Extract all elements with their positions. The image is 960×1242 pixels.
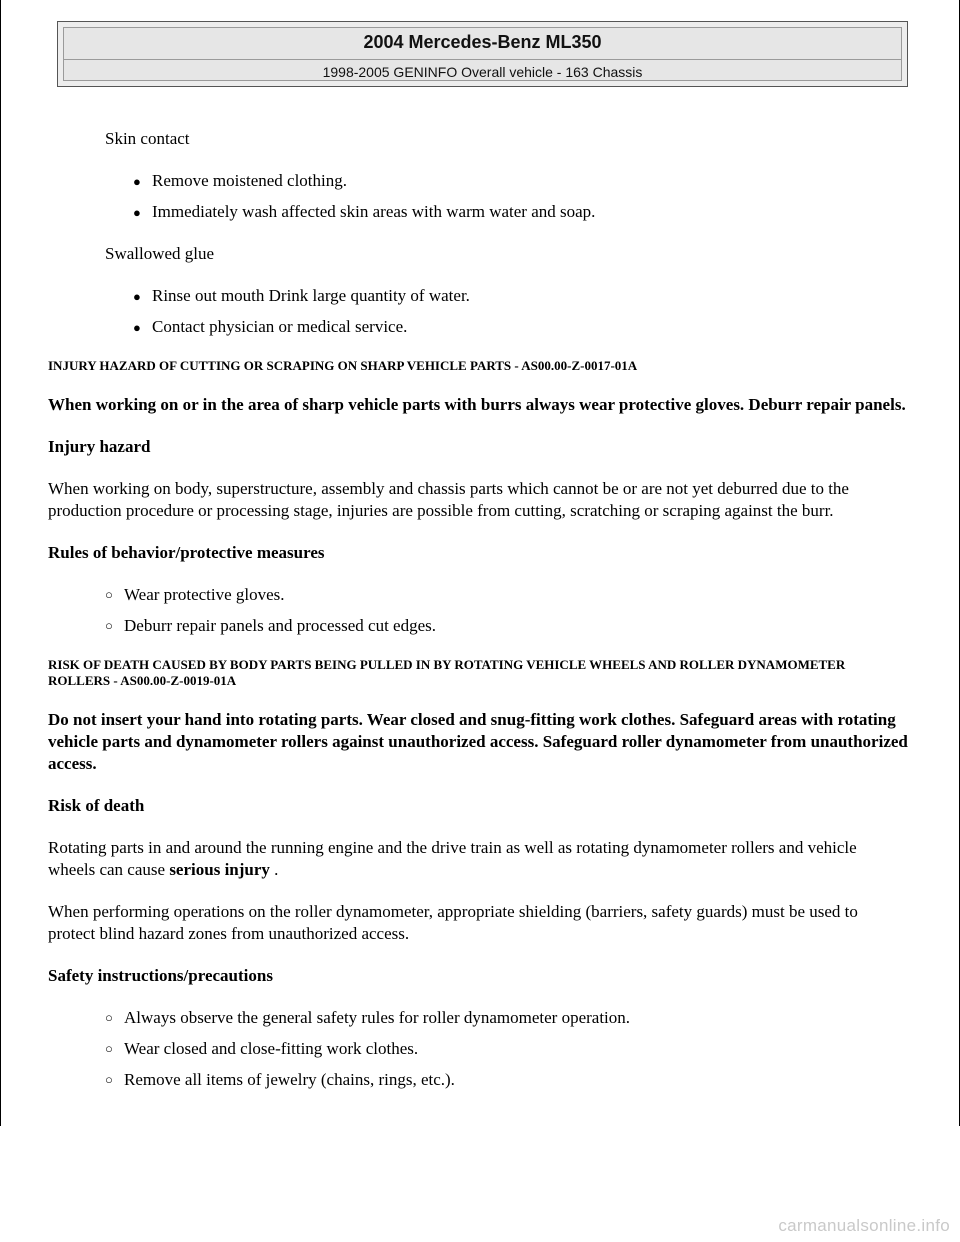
skin-contact-heading: Skin contact [105, 129, 190, 148]
header-divider [64, 59, 901, 60]
bullet-icon: ● [133, 174, 141, 189]
swallowed-glue-heading: Swallowed glue [105, 244, 215, 263]
list-item: ● Rinse out mouth Drink large quantity of water. [133, 285, 908, 307]
rules-list [48, 584, 908, 637]
safety-heading: Safety instructions/precautions [48, 966, 273, 985]
rotating-section-title: RISK OF DEATH CAUSED BY BODY PARTS BEING PULLED IN BY ROTATING VEHICLE WHEELS AND ROLLER DYNAMOMETER ROLLERS - AS00.00-Z-0019-01A [48, 657, 846, 688]
document-body [48, 128, 908, 1111]
circle-bullet-icon: ○ [105, 587, 113, 602]
list-item: ● Immediately wash affected skin areas with warm water and soap. [133, 201, 908, 223]
bullet-icon: ● [133, 320, 141, 335]
circle-bullet-icon: ○ [105, 1041, 113, 1056]
list-item: ○ Remove all items of jewelry (chains, rings, etc.). [105, 1070, 455, 1089]
circle-bullet-icon: ○ [105, 1010, 113, 1025]
site-watermark: carmanualsonline.info [778, 1216, 950, 1235]
list-item: ● Remove moistened clothing. [133, 170, 908, 192]
header-title: 2004 Mercedes-Benz ML350 [363, 32, 602, 52]
circle-bullet-icon: ○ [105, 1072, 113, 1087]
safety-list [48, 1007, 908, 1091]
cutting-warning: When working on or in the area of sharp vehicle parts with burrs always wear protective gloves. Deburr repair panels. [48, 395, 906, 414]
skin-contact-list [48, 170, 908, 223]
document-header [57, 21, 908, 87]
circle-bullet-icon: ○ [105, 618, 113, 633]
risk-heading: Risk of death [48, 796, 145, 815]
cutting-section-title: INJURY HAZARD OF CUTTING OR SCRAPING ON SHARP VEHICLE PARTS - AS00.00-Z-0017-01A [48, 358, 638, 373]
rules-heading: Rules of behavior/protective measures [48, 543, 325, 562]
bullet-icon: ● [133, 289, 141, 304]
bullet-icon: ● [133, 205, 141, 220]
serious-injury-emphasis: serious injury [169, 860, 270, 879]
injury-hazard-text: When working on body, superstructure, assembly and chassis parts which cannot be or are not yet deburred due to the production procedure or processing stage, injuries are possible from cutting, scratching or scraping against the burr. [48, 479, 849, 520]
header-panel [63, 27, 902, 81]
list-item: ○ Deburr repair panels and processed cut edges. [105, 616, 437, 635]
list-item: ○ Always observe the general safety rules for roller dynamometer operation. [105, 1008, 631, 1027]
list-item: ○ Wear protective gloves. [105, 585, 285, 604]
risk-text: Rotating parts in and around the running engine and the drive train as well as rotating dynamometer rollers and vehicle wheels can cause serious injury . [48, 838, 857, 879]
shielding-text: When performing operations on the roller dynamometer, appropriate shielding (barriers, safety guards) must be used to protect blind hazard zones from unauthorized access. [48, 902, 858, 943]
list-item: ● Contact physician or medical service. [133, 316, 908, 338]
header-subtitle: 1998-2005 GENINFO Overall vehicle - 163 Chassis [322, 64, 643, 80]
rotating-warning: Do not insert your hand into rotating parts. Wear closed and snug-fitting work clothes. Safeguard areas with rotating vehicle parts and dynamometer rollers against unauthorized access. Safeguard roller dynamometer from unauthorized access. [48, 710, 908, 773]
injury-hazard-heading: Injury hazard [48, 437, 151, 456]
swallowed-glue-list [48, 285, 908, 338]
list-item: ○ Wear closed and close-fitting work clothes. [105, 1039, 419, 1058]
